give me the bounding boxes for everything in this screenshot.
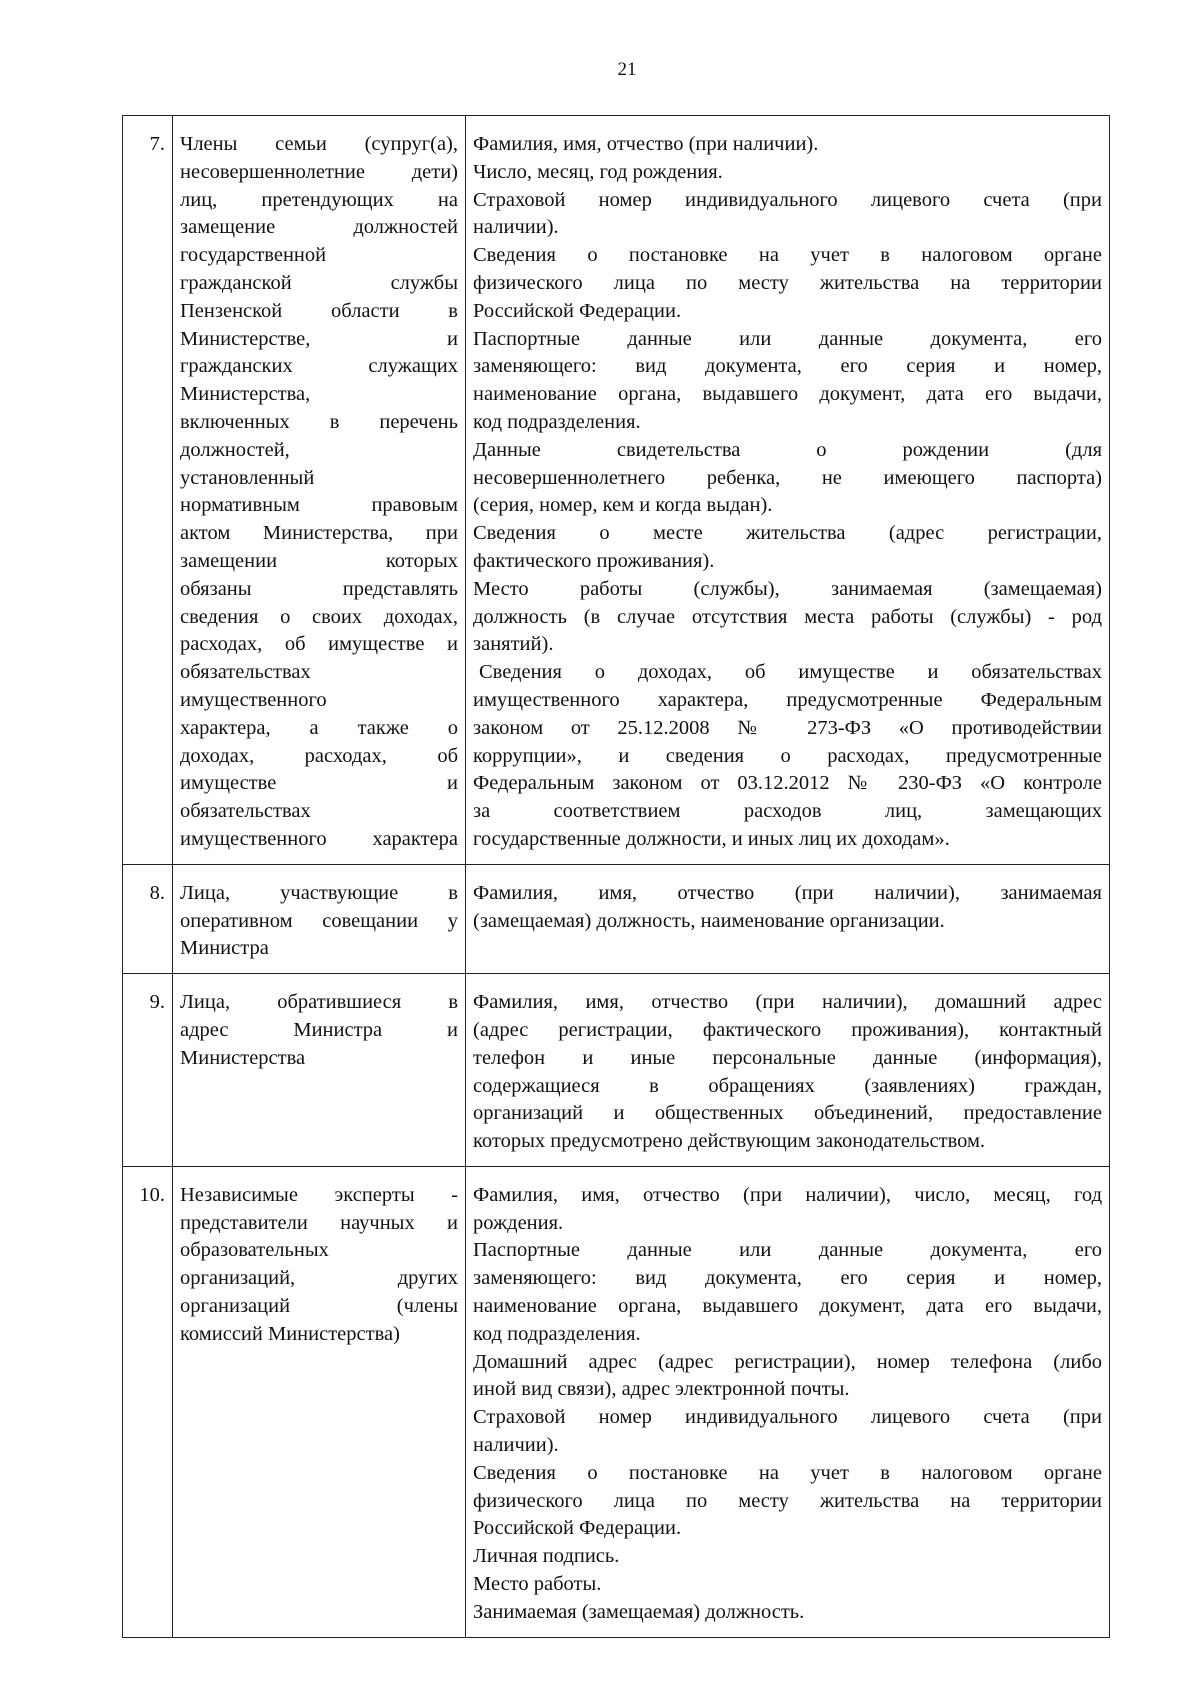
data-line: Паспортные данные или данные документа, его — [473, 1239, 1102, 1262]
category-line: представители научных и — [180, 1211, 458, 1234]
data-line: Место работы. — [473, 1573, 602, 1596]
category-line: организаций, других — [180, 1267, 458, 1290]
category-line: сведения о своих доходах, — [180, 605, 458, 628]
category-line: образовательных — [180, 1239, 329, 1262]
row-number: 8. — [123, 864, 173, 973]
category-line: Члены семьи (супруг(а), — [180, 133, 458, 155]
data-line: наличии). — [473, 1434, 559, 1457]
category-line: Министерстве, и — [180, 327, 458, 350]
category-line: имуществе и — [180, 772, 458, 795]
data-line: (адрес регистрации, фактического проживания), контактный — [473, 1018, 1102, 1041]
category-line: несовершеннолетние дети) — [180, 160, 458, 183]
category-line: Независимые эксперты - — [180, 1183, 458, 1206]
category-line: обязательствах — [180, 661, 311, 684]
category-line: организаций (члены — [180, 1295, 458, 1318]
category-line: обязательствах — [180, 800, 311, 823]
category-line: доходах, расходах, об — [180, 744, 458, 767]
data-line: Фамилия, имя, отчество (при наличии), домашний адрес — [473, 991, 1102, 1014]
personal-data-list — [466, 864, 1110, 973]
data-line: Сведения о доходах, об имуществе и обязательствах — [479, 661, 1102, 684]
data-line: Федеральным законом от 03.12.2012 № 230-ФЗ «О контроле — [473, 772, 1102, 795]
data-line: коррупции», и сведения о расходах, предусмотренные — [473, 744, 1102, 767]
data-line: Сведения о постановке на учет в налоговом органе — [473, 1461, 1102, 1484]
data-line: (серия, номер, кем и когда выдан). — [473, 494, 773, 517]
personal-data-list — [466, 1166, 1110, 1637]
subject-category — [173, 1166, 466, 1637]
subject-category — [173, 864, 466, 973]
data-line: телефон и иные персональные данные (информация), — [473, 1046, 1102, 1069]
row-number: 7. — [123, 116, 173, 865]
data-line: наименование органа, выдавшего документ, дата его выдачи, — [473, 383, 1102, 406]
category-line: Лица, обратившиеся в — [180, 991, 458, 1014]
data-line: заменяющего: вид документа, его серия и номер, — [473, 355, 1102, 378]
category-line: оперативном совещании у — [180, 909, 458, 932]
data-line: Число, месяц, год рождения. — [473, 160, 723, 183]
data-line: Российской Федерации. — [473, 299, 682, 322]
category-line: имущественного — [180, 688, 327, 711]
category-line: должностей, — [180, 438, 290, 461]
category-line: гражданских служащих — [180, 355, 458, 378]
data-line: иной вид связи), адрес электронной почты. — [473, 1378, 850, 1401]
table-row — [123, 864, 1110, 973]
category-line: замещение должностей — [180, 216, 458, 239]
category-line: Лица, участвующие в — [180, 881, 458, 904]
row-number: 9. — [123, 974, 173, 1167]
category-line: адрес Министра и — [180, 1018, 458, 1041]
category-line: включенных в перечень — [180, 410, 458, 433]
data-line: Фамилия, имя, отчество (при наличии), занимаемая — [473, 881, 1102, 904]
category-line: имущественного характера — [180, 827, 458, 850]
table-row — [123, 1166, 1110, 1637]
data-line: имущественного характера, предусмотренные Федеральным — [473, 688, 1102, 711]
personal-data-list — [466, 116, 1110, 865]
data-line: занятий). — [473, 633, 554, 656]
page-number: 21 — [617, 59, 637, 80]
data-line: код подразделения. — [473, 1322, 641, 1345]
category-line: замещении которых — [180, 549, 458, 572]
data-line: Домашний адрес (адрес регистрации), номер телефона (либо — [473, 1350, 1102, 1373]
data-line: должность (в случае отсутствия места работы (службы) - род — [473, 605, 1102, 628]
data-line: фактического проживания). — [473, 549, 715, 572]
category-line: актом Министерства, при — [180, 522, 458, 545]
table-body — [123, 116, 1110, 1638]
data-line: Страховой номер индивидуального лицевого счета (при — [473, 188, 1102, 211]
data-line: рождения. — [473, 1211, 564, 1234]
data-line: наименование органа, выдавшего документ, дата его выдачи, — [473, 1295, 1102, 1318]
category-line: Министерства, — [180, 383, 311, 406]
personal-data-table — [122, 115, 1110, 1638]
data-line: организаций и общественных объединений, предоставление — [473, 1102, 1102, 1125]
data-line: (замещаемая) должность, наименование организации. — [473, 909, 945, 932]
category-line: комиссий Министерства) — [180, 1322, 400, 1345]
data-line: Сведения о месте жительства (адрес регистрации, — [473, 522, 1102, 545]
category-line: нормативным правовым — [180, 494, 458, 517]
data-line: наличии). — [473, 216, 559, 239]
category-line: Министра — [180, 937, 269, 960]
data-line: Занимаемая (замещаемая) должность. — [473, 1600, 805, 1623]
category-line: лиц, претендующих на — [180, 188, 458, 211]
data-line: Страховой номер индивидуального лицевого счета (при — [473, 1406, 1102, 1429]
data-line: государственные должности, и иных лиц их доходам». — [473, 827, 950, 850]
data-line: заменяющего: вид документа, его серия и номер, — [473, 1267, 1102, 1290]
category-line: государственной — [180, 244, 327, 267]
category-line: гражданской службы — [180, 271, 458, 294]
data-line: Личная подпись. — [473, 1545, 620, 1568]
data-line: код подразделения. — [473, 410, 641, 433]
data-line: Фамилия, имя, отчество (при наличии), число, месяц, год — [473, 1183, 1102, 1206]
row-number: 10. — [123, 1166, 173, 1637]
subject-category — [173, 116, 466, 865]
data-line: Данные свидетельства о рождении (для — [473, 438, 1102, 461]
table-row — [123, 974, 1110, 1167]
category-line: установленный — [180, 466, 315, 489]
data-line: которых предусмотрено действующим законодательством. — [473, 1130, 986, 1153]
data-line: физического лица по месту жительства на территории — [473, 1489, 1102, 1512]
category-line: расходах, об имуществе и — [180, 633, 458, 656]
data-line: Фамилия, имя, отчество (при наличии). — [473, 133, 819, 155]
data-line: физического лица по месту жительства на территории — [473, 271, 1102, 294]
data-line: Российской Федерации. — [473, 1517, 682, 1540]
data-line: законом от 25.12.2008 № 273-ФЗ «О противодействии — [473, 716, 1102, 739]
data-line: несовершеннолетнего ребенка, не имеющего паспорта) — [473, 466, 1102, 489]
table-row — [123, 116, 1110, 865]
data-line: содержащиеся в обращениях (заявлениях) граждан, — [473, 1074, 1102, 1097]
data-line: Паспортные данные или данные документа, его — [473, 327, 1102, 350]
category-line: обязаны представлять — [180, 577, 458, 600]
personal-data-list — [466, 974, 1110, 1167]
category-line: Пензенской области в — [180, 299, 458, 322]
data-line: Место работы (службы), занимаемая (замещаемая) — [473, 577, 1102, 600]
data-line: за соответствием расходов лиц, замещающих — [473, 800, 1102, 823]
category-line: характера, а также о — [180, 716, 458, 739]
subject-category — [173, 974, 466, 1167]
category-line: Министерства — [180, 1046, 306, 1069]
data-line: Сведения о постановке на учет в налоговом органе — [473, 244, 1102, 267]
